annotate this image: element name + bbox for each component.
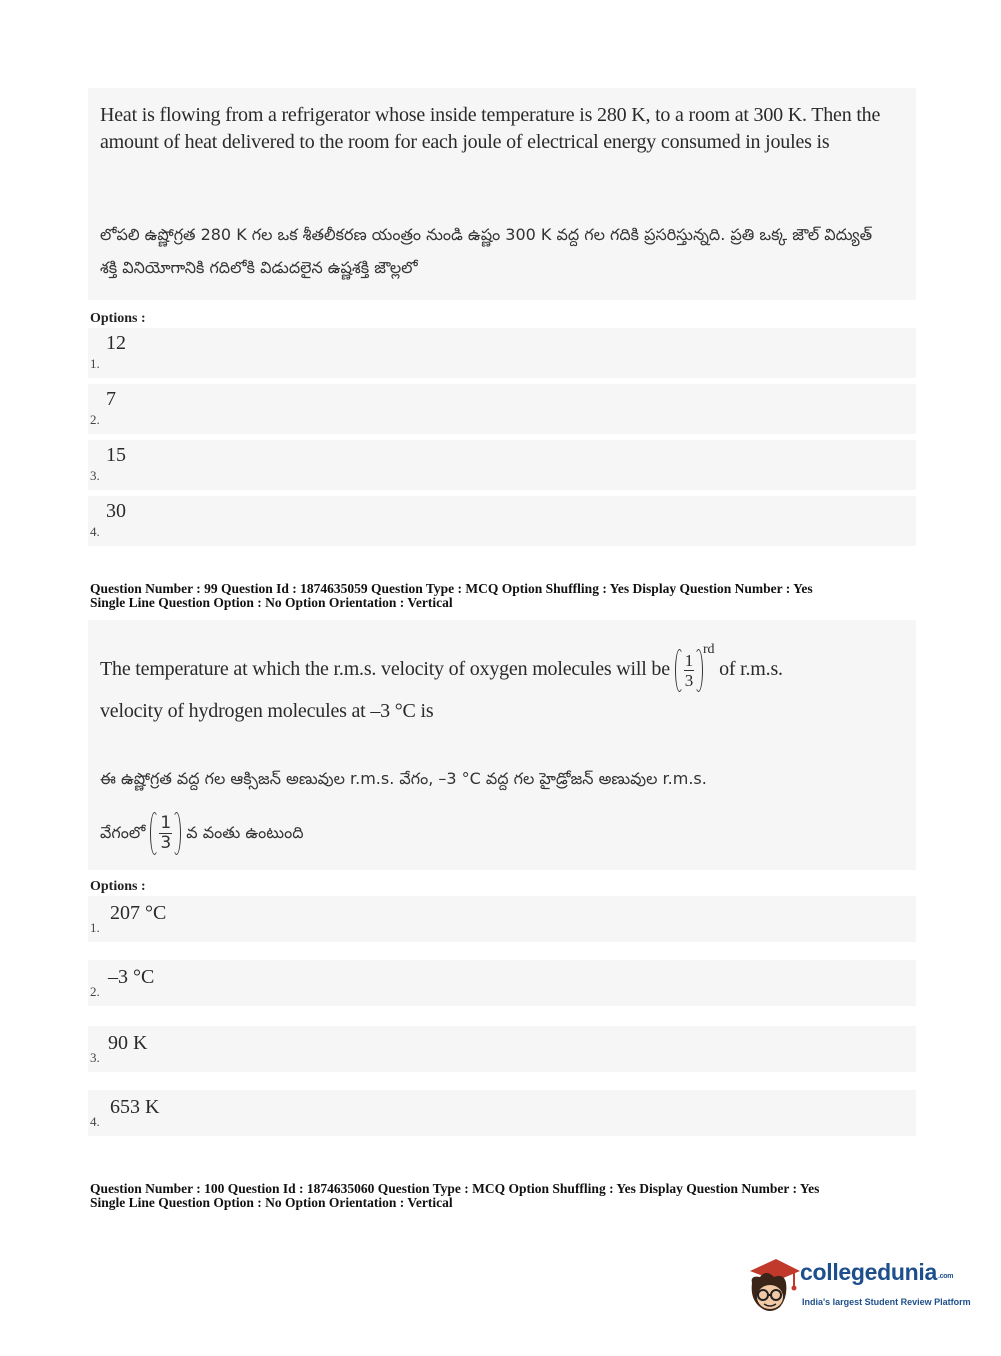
text-segment: వేగంలో <box>100 823 146 842</box>
question-99-english-line2: velocity of hydrogen molecules at –3 °C is <box>100 700 434 722</box>
option-number: 1. <box>90 920 100 935</box>
text-segment: of r.m.s. <box>719 658 783 680</box>
metadata-line: Single Line Question Option : No Option Orientation : Vertical <box>90 595 453 610</box>
question-99-english-line1 <box>100 636 886 690</box>
option-number: 2. <box>90 984 100 999</box>
option-4[interactable] <box>88 496 916 546</box>
option-value: 90 K <box>108 1032 148 1054</box>
question-99-telugu-line2 <box>100 814 886 853</box>
metadata-line: Question Number : 100 Question Id : 1874635060 Question Type : MCQ Option Shuffling : Yes Display Question Number : Yes <box>90 1181 820 1196</box>
question-98-stem <box>88 88 916 300</box>
option-number: 4. <box>90 524 100 539</box>
brand-suffix: .com <box>937 1273 954 1280</box>
fraction-denominator: 3 <box>160 833 172 853</box>
option-2[interactable] <box>88 384 916 434</box>
option-number: 1. <box>90 356 100 371</box>
option-4[interactable] <box>88 1090 916 1136</box>
metadata-line: Single Line Question Option : No Option Orientation : Vertical <box>90 1195 453 1210</box>
brand-name <box>800 1259 953 1286</box>
option-2[interactable] <box>88 960 916 1006</box>
option-value: 30 <box>106 500 126 522</box>
collegedunia-logo[interactable] <box>742 1253 972 1323</box>
option-1[interactable] <box>88 328 916 378</box>
fraction-denominator: 3 <box>684 670 693 690</box>
text-segment: వ వంతు ఉంటుంది <box>186 823 304 842</box>
text-segment: The temperature at which the r.m.s. velocity of oxygen molecules will be <box>100 658 670 680</box>
option-number: 2. <box>90 412 100 427</box>
question-99-metadata <box>90 582 930 610</box>
fraction-numerator: 1 <box>684 650 693 670</box>
brand-tagline: India's largest Student Review Platform <box>802 1297 971 1307</box>
option-number: 4. <box>90 1114 100 1129</box>
option-number: 3. <box>90 468 100 483</box>
option-value: 7 <box>106 388 116 410</box>
option-3[interactable] <box>88 440 916 490</box>
option-1[interactable] <box>88 896 916 942</box>
metadata-line: Question Number : 99 Question Id : 1874635059 Question Type : MCQ Option Shuffling : Yes Display Question Number : Yes <box>90 581 813 596</box>
option-value: 12 <box>106 332 126 354</box>
question-98-english: Heat is flowing from a refrigerator whose inside temperature is 280 K, to a room at 300 K. Then the amount of heat delivered to the room for each joule of electrical energy consumed in joules is <box>100 104 881 153</box>
fraction-one-third <box>150 814 181 853</box>
question-98-telugu: లోపలి ఉష్ణోగ్రత 280 K గల ఒక శీతలీకరణ యంత్రం నుండి ఉష్ణం 300 K వద్ద గల గదికి ప్రసరిస్తున్నది. ప్రతి ఒక్క జౌల్ విద్యుత్ శక్తి వినియోగానికి గదిలోకి విడుదలైన ఉష్ణశక్తి జౌల్లలో <box>100 225 873 277</box>
option-value: –3 °C <box>108 966 155 988</box>
option-value: 207 °C <box>110 902 167 924</box>
mascot-icon <box>742 1253 802 1319</box>
brand-text: collegedunia <box>800 1259 937 1285</box>
question-99-stem <box>88 620 916 870</box>
option-value: 653 K <box>110 1096 160 1118</box>
fraction-one-third <box>675 651 703 690</box>
question-100-metadata <box>90 1182 930 1210</box>
options-label: Options : <box>90 879 146 894</box>
option-number: 3. <box>90 1050 100 1065</box>
options-label: Options : <box>90 311 146 326</box>
option-3[interactable] <box>88 1026 916 1072</box>
superscript: rd <box>703 642 715 657</box>
option-value: 15 <box>106 444 126 466</box>
fraction-numerator: 1 <box>160 813 172 833</box>
question-99-telugu-line1: ఈ ఉష్ణోగ్రత వద్ద గల ఆక్సిజన్ అణువుల r.m.s. వేగం, –3 °C వద్ద గల హైడ్రోజన్ అణువుల r.m.s. <box>100 769 707 788</box>
